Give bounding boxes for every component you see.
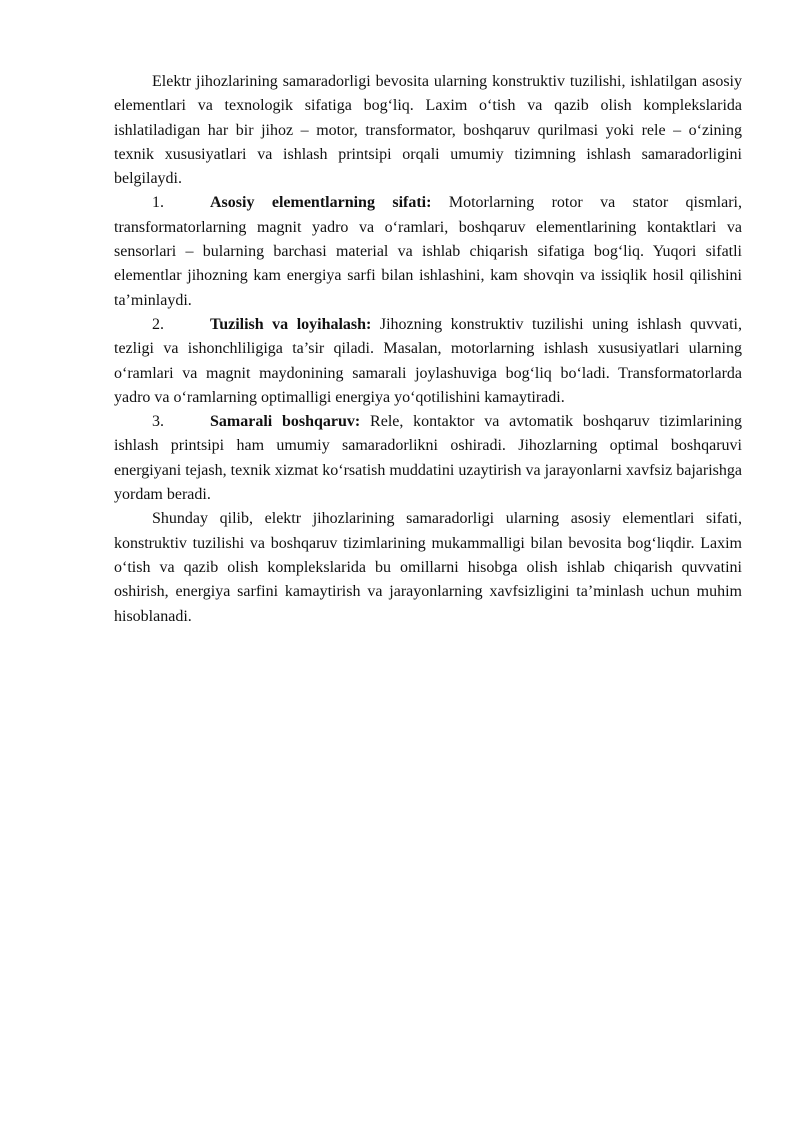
list-item-title: Asosiy elementlarning sifati: [210, 194, 432, 212]
list-item [114, 313, 742, 410]
list-item-text: Rele, kontaktor va avtomatik boshqaruv tizimlarining ishlash printsipi ham umumiy samaradorlikni oshiradi. Jihozlarning optimal boshqaruvi energiyani tejash, texnik xizmat ko‘rsatish muddatini uzaytirish va jarayonlarni xavfsiz bajarishga yordam beradi. [114, 413, 743, 504]
list-item-title: Tuzilish va loyihalash: [210, 315, 372, 333]
list-item [114, 410, 742, 507]
list-item [114, 191, 742, 312]
list-item-number: 2. [152, 315, 164, 333]
list-item-title: Samarali boshqaruv: [210, 413, 361, 431]
document-page [114, 70, 742, 629]
list-item-text: Jihozning konstruktiv tuzilishi uning ishlash quvvati, tezligi va ishonchliligiga ta’sir qiladi. Masalan, motorlarning ishlash xususiyatlari ularning o‘ramlari va magnit maydonining samarali joylashuviga bog‘liq bo‘ladi. Transformatorlarda yadro va o‘ramlarning optimalligi energiya yo‘qotilishini kamaytiradi. [114, 315, 742, 406]
list-item-number: 1. [152, 194, 164, 212]
conclusion-paragraph: Shunday qilib, elektr jihozlarining samaradorligi ularning asosiy elementlari sifati, konstruktiv tuzilishi va boshqaruv tizimlarining mukammalligi bilan bevosita bog‘liqdir. Laxim o‘tish va qazib olish komplekslarida bu omillarni hisobga olish ishlab chiqarish quvvatini oshirish, energiya sarfini kamaytirish va jarayonlarning xavfsizligini ta’minlash uchun muhim hisoblanadi. [114, 510, 742, 625]
intro-paragraph: Elektr jihozlarining samaradorligi bevosita ularning konstruktiv tuzilishi, ishlatilgan asosiy elementlari va texnologik sifatiga bog‘liq. Laxim o‘tish va qazib olish komplekslarida ishlatiladigan har bir jihoz – motor, transformator, boshqaruv qurilmasi yoki rele – o‘zining texnik xususiyatlari va ishlash printsipi orqali umumiy tizimning ishlash samaradorligini belgilaydi. [114, 73, 742, 188]
list-item-number: 3. [152, 413, 164, 431]
list-item-text: Motorlarning rotor va stator qismlari, transformatorlarning magnit yadro va o‘ramlari, boshqaruv elementlarining kontaktlari va sensorlari – bularning barchasi material va ishlab chiqarish sifatiga bog‘liq. Yuqori sifatli elementlar jihozning kam energiya sarfi bilan ishlashini, kam shovqin va issiqlik hosil qilishini ta’minlaydi. [114, 194, 742, 309]
